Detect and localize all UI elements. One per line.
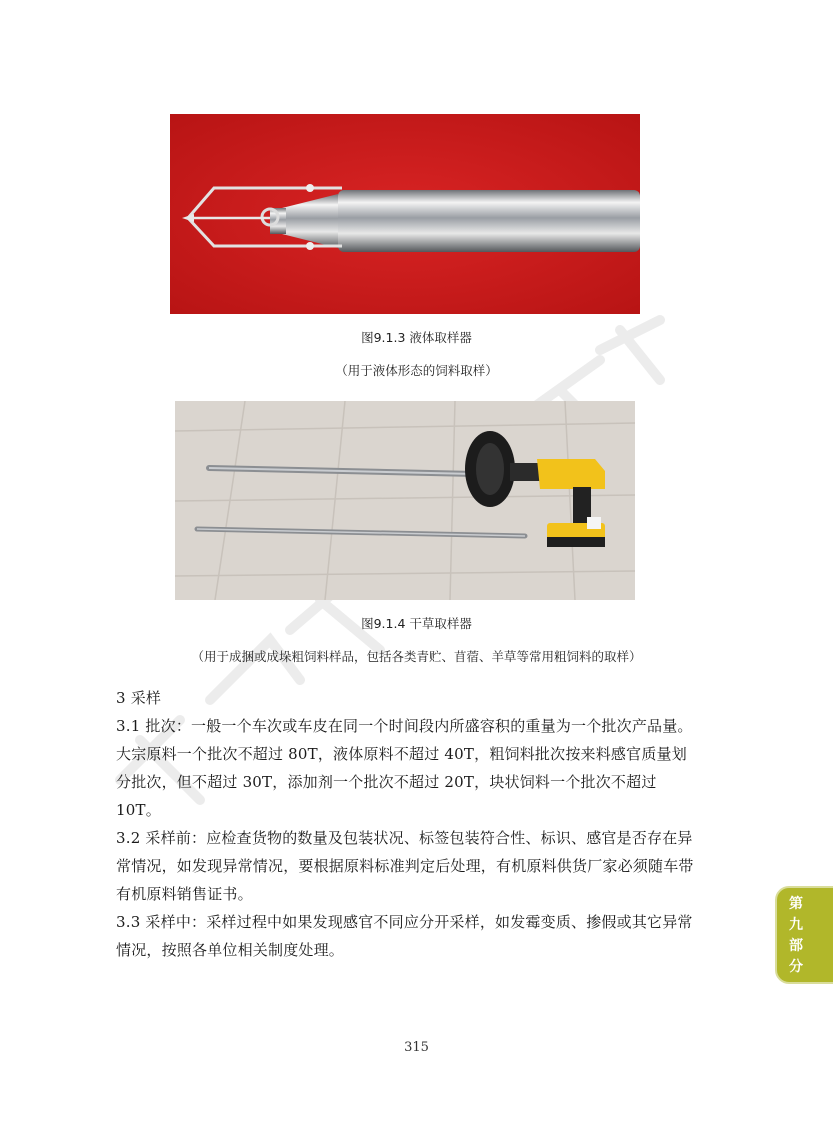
liquid-sampler-photo (170, 114, 640, 314)
chapter-tab-char: 部 (789, 938, 803, 954)
liquid-sampler-illustration (170, 114, 640, 314)
paragraph: 3.3 采样中：采样过程中如果发现感官不同应分开采样，如发霉变质、掺假或其它异常情况，按照各单位相关制度处理。 (116, 913, 693, 959)
hay-sampler-illustration (175, 401, 635, 600)
chapter-tab-char: 分 (789, 959, 803, 975)
figure-caption: 图9.1.3 液体取样器 (361, 330, 472, 345)
paragraph: 3.2 采样前：应检查货物的数量及包装状况、标签包装符合性、标识、感官是否存在异常情况，如发现异常情况，要根据原料标准判定后处理，有机原料供货厂家必须随车带有机原料销售证书。 (116, 829, 694, 903)
chapter-tab-char: 九 (789, 917, 803, 933)
paragraph: 3.1 批次：一般一个车次或车皮在同一个时间段内所盛容积的重量为一个批次产品量。大宗原料一个批次不超过 80T，液体原料不超过 40T，粗饲料批次按来料感官质量划分批次，但不超过 30T，添加剂一个批次不超过 20T，块状饲料一个批次不超过 10T。 (116, 717, 693, 819)
chapter-tab (775, 886, 833, 984)
figure-note: （用于液体形态的饲料取样） (335, 363, 498, 378)
section-heading: 3 采样 (116, 689, 162, 707)
section-body (116, 684, 696, 964)
chapter-tab-char: 第 (789, 896, 803, 912)
hay-sampler-photo (175, 401, 635, 600)
figure-caption: 图9.1.4 干草取样器 (361, 616, 472, 631)
figure-note: （用于成捆或成垛粗饲料样品，包括各类青贮、苜蓿、羊草等常用粗饲料的取样） (191, 649, 642, 664)
chapter-tab-label (777, 894, 815, 978)
page-number: 315 (404, 1040, 429, 1055)
